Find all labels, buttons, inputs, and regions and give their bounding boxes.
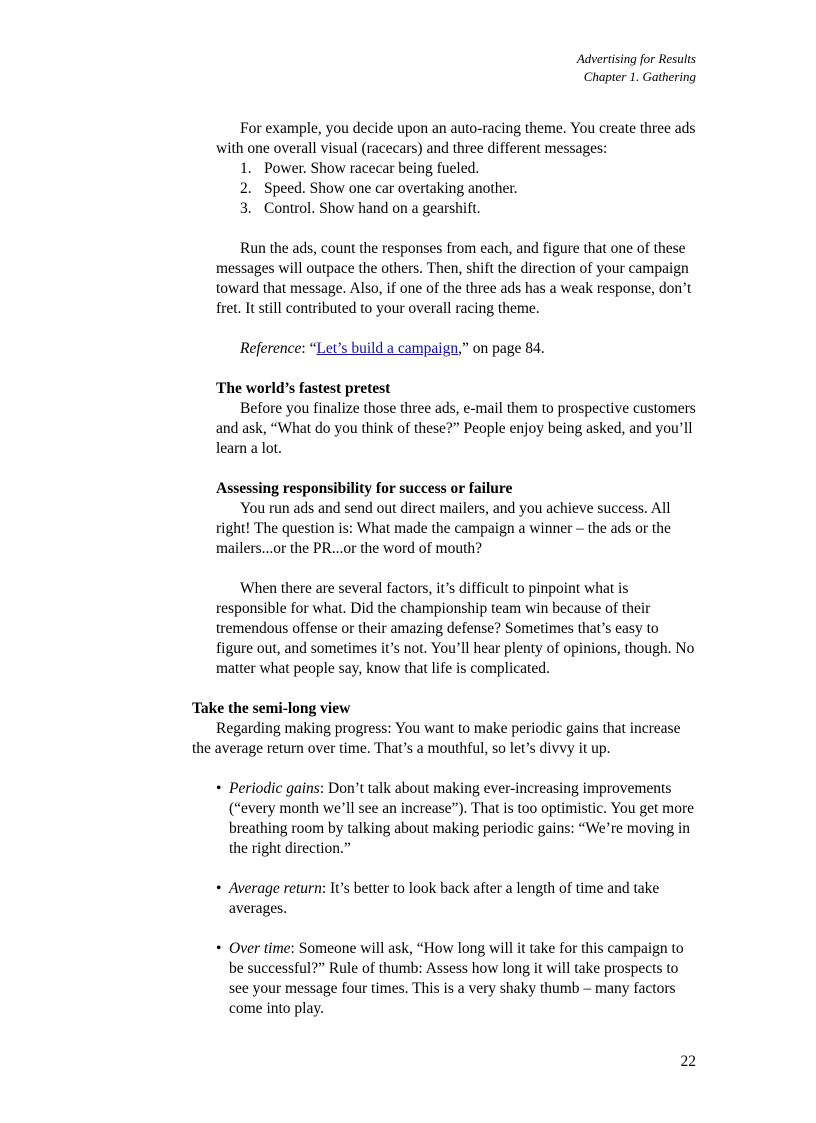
progress-bullets — [216, 779, 696, 1019]
bullet-icon: • — [216, 880, 222, 897]
page-number: 22 — [680, 1053, 696, 1070]
book-title: Advertising for Results — [576, 51, 696, 66]
reference-label: Reference — [240, 340, 302, 357]
pretest-paragraph: Before you finalize those three ads, e-mail them to prospective customers and ask, “What do you think of these?” People enjoy being asked, and you’ll learn a lot. — [216, 400, 696, 457]
responsibility-heading: Assessing responsibility for success or failure — [216, 480, 513, 497]
bullet-icon: • — [216, 780, 222, 797]
responsibility-paragraph-1: You run ads and send out direct mailers, and you achieve success. All right! The question is: What made the campaign a winner – the ads or the mailers...or the PR...or the word of mouth? — [216, 500, 671, 557]
list-item: 1. Power. Show racecar being fueled. — [240, 160, 480, 177]
list-item: 3. Control. Show hand on a gearshift. — [240, 200, 481, 217]
list-item: • Over time: Someone will ask, “How long will it take for this campaign to be successful?” Rule of thumb: Assess how long it will take prospects to see your message four times. This is a very shaky thumb – many factors come into play. — [216, 940, 684, 1017]
page-body — [0, 119, 816, 1039]
pretest-heading: The world’s fastest pretest — [216, 380, 391, 397]
intro-paragraph: For example, you decide upon an auto-racing theme. You create three ads with one overall visual (racecars) and three different messages: — [216, 120, 696, 157]
reference-line: Reference: “Let’s build a campaign,” on page 84. — [240, 340, 545, 357]
list-item: • Average return: It’s better to look back after a length of time and take averages. — [216, 880, 660, 917]
responsibility-paragraph-2: When there are several factors, it’s difficult to pinpoint what is responsible for what. Did the championship team win because of their tremendous offense or their amazing defense? Sometimes that’s easy to figure out, and sometimes it’s not. You’ll hear plenty of opinions, though. No matter what people say, know that life is complicated. — [216, 580, 695, 677]
run-ads-paragraph: Run the ads, count the responses from each, and figure that one of these messages will outpace the others. Then, shift the direction of your campaign toward that message. Also, if one of the three ads has a weak response, don’t fret. It still contributed to your overall racing theme. — [216, 240, 692, 317]
running-header — [577, 50, 696, 86]
list-item: 2. Speed. Show one car overtaking another. — [240, 180, 518, 197]
semi-long-paragraph: Regarding making progress: You want to make periodic gains that increase the average return over time. That’s a mouthful, so let’s divvy it up. — [192, 720, 681, 757]
campaign-link[interactable]: Let’s build a campaign — [316, 340, 459, 357]
messages-list — [240, 159, 816, 219]
chapter-title: Chapter 1. Gathering — [583, 69, 696, 84]
bullet-icon: • — [216, 940, 222, 957]
semi-long-heading: Take the semi-long view — [192, 700, 351, 717]
list-item: • Periodic gains: Don’t talk about making ever-increasing improvements (“every month we’ll see an increase”). That is too optimistic. You get more breathing room by talking about making periodic gains: “We’re moving in the right direction.” — [216, 780, 695, 857]
